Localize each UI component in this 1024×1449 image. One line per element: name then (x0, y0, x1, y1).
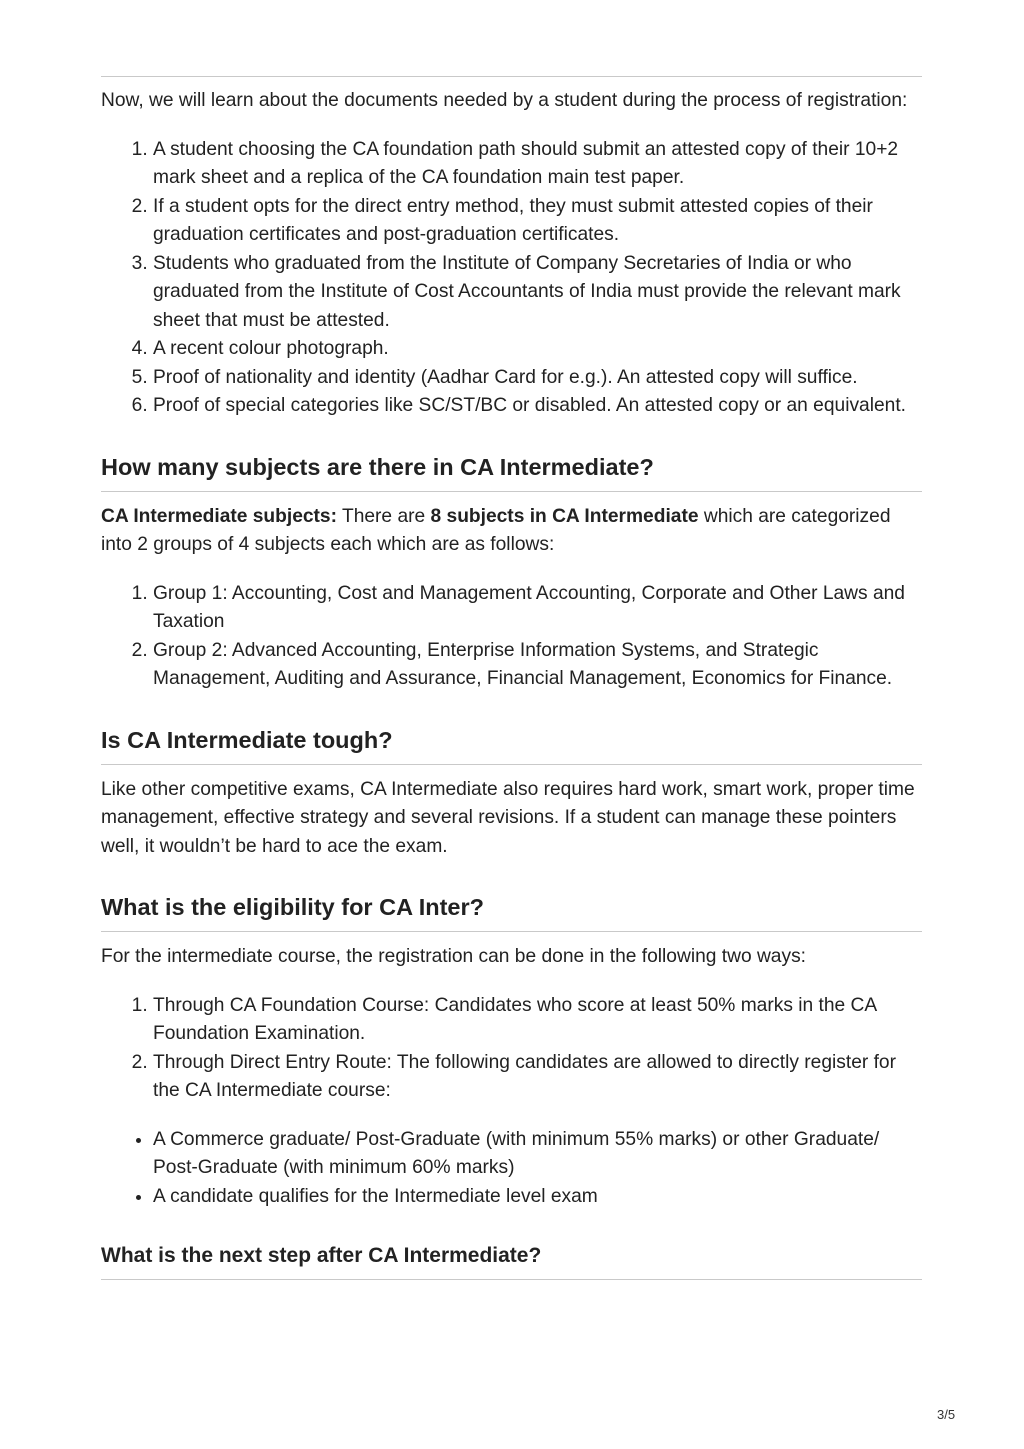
list-item: 6. Proof of special categories like SC/ST/BC or disabled. An attested copy or an equivalent. (153, 392, 922, 421)
top-divider (101, 76, 922, 77)
subjects-lead-bold: CA Intermediate subjects: (101, 505, 337, 527)
tough-paragraph: Like other competitive exams, CA Intermediate also requires hard work, smart work, proper time management, effective strategy and several revisions. If a student can manage these pointers well, it wouldn’t be hard to ace the exam. (101, 778, 915, 857)
section-divider (101, 491, 922, 492)
page-number: 3/5 (937, 1407, 956, 1422)
subjects-text-1: There are (337, 505, 431, 527)
list-item: 2. If a student opts for the direct entry method, they must submit attested copies of their graduation certificates and post-graduation certificates. (153, 193, 922, 250)
list-item: • A Commerce graduate/ Post-Graduate (with minimum 55% marks) or other Graduate/ Post-Graduate (with minimum 60% marks) (153, 1126, 922, 1183)
section-divider (101, 1279, 922, 1280)
list-item: • A candidate qualifies for the Intermediate level exam (153, 1183, 922, 1212)
list-item: 4. A recent colour photograph. (153, 335, 922, 364)
subjects-paragraph (101, 503, 922, 560)
list-item: 1. Through CA Foundation Course: Candidates who score at least 50% marks in the CA Foundation Examination. (153, 992, 922, 1049)
section-divider (101, 931, 922, 932)
intro-paragraph: Now, we will learn about the documents needed by a student during the process of registration: (101, 90, 908, 111)
subjects-heading: How many subjects are there in CA Intermediate? (101, 453, 654, 480)
eligibility-heading: What is the eligibility for CA Inter? (101, 894, 484, 920)
article-content (101, 87, 922, 1280)
eligibility-ways-list (101, 992, 922, 1106)
list-item: 3. Students who graduated from the Institute of Company Secretaries of India or who graduated from the Institute of Cost Accountants of India must provide the relevant mark sheet that must be attested. (153, 250, 922, 336)
list-item: 1. Group 1: Accounting, Cost and Management Accounting, Corporate and Other Laws and Taxation (153, 580, 922, 637)
tough-heading: Is CA Intermediate tough? (101, 726, 393, 753)
eligibility-bullets-list (101, 1126, 922, 1212)
subject-groups-list (101, 580, 922, 694)
eligibility-intro: For the intermediate course, the registration can be done in the following two ways: (101, 946, 806, 967)
list-item: 1. A student choosing the CA foundation path should submit an attested copy of their 10+2 mark sheet and a replica of the CA foundation main test paper. (153, 136, 922, 193)
subjects-text-2: which are categorized into 2 groups of 4 subjects each which are as follows: (101, 505, 891, 555)
section-divider (101, 764, 922, 765)
subjects-count-bold: 8 subjects in CA Intermediate (430, 505, 699, 527)
list-item: 2. Group 2: Advanced Accounting, Enterprise Information Systems, and Strategic Management, Auditing and Assurance, Financial Management, Economics for Finance. (153, 637, 922, 694)
next-step-heading: What is the next step after CA Intermediate? (101, 1244, 542, 1267)
documents-list (101, 136, 922, 421)
list-item: 5. Proof of nationality and identity (Aadhar Card for e.g.). An attested copy will suffice. (153, 364, 922, 393)
list-item: 2. Through Direct Entry Route: The following candidates are allowed to directly register for the CA Intermediate course: (153, 1049, 922, 1106)
